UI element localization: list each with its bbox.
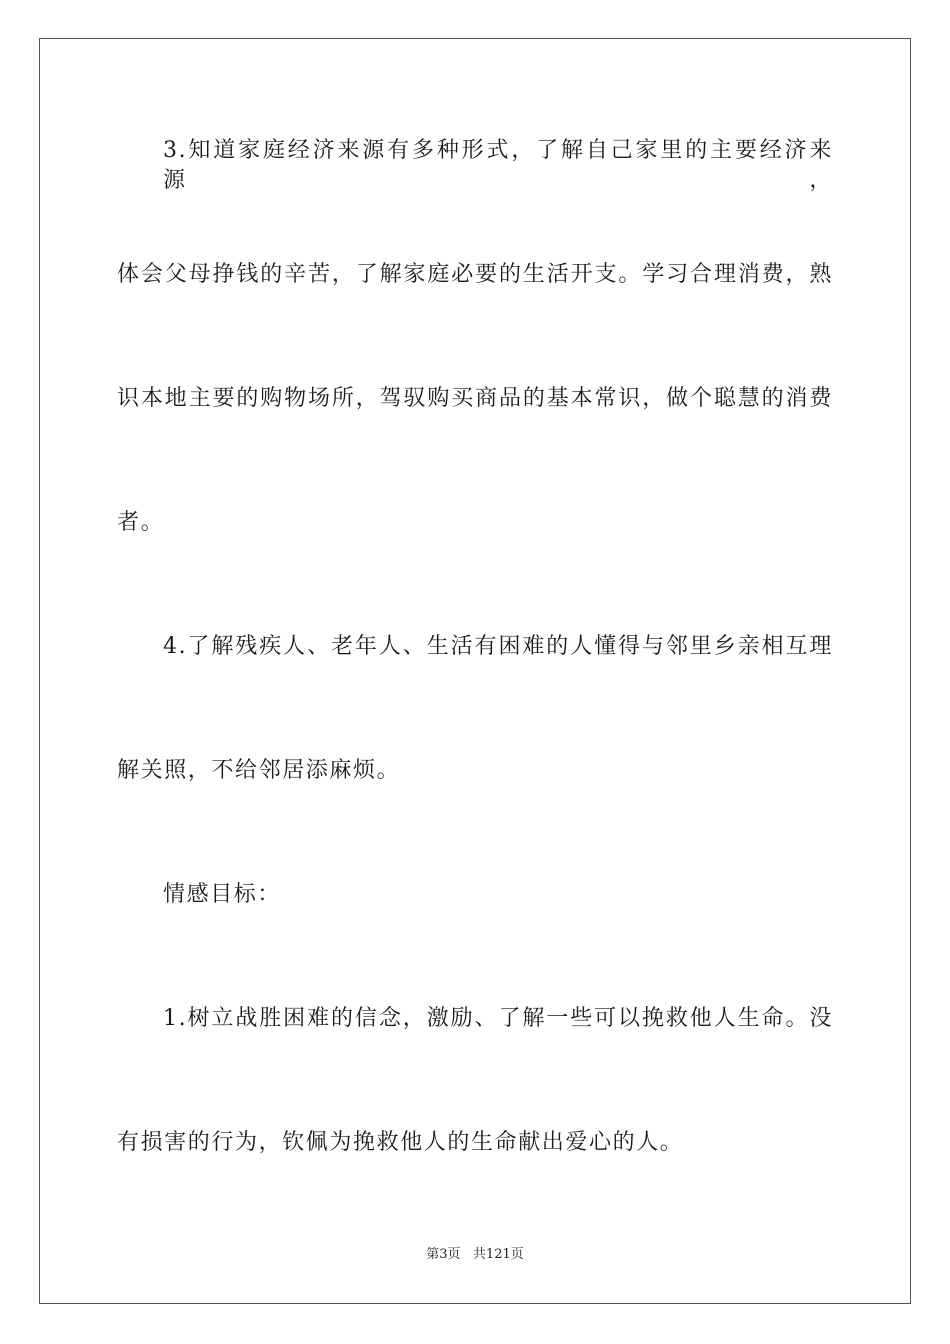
paragraph-line: 有损害的行为，钦佩为挽救他人的生命献出爱心的人。 — [117, 1130, 684, 1155]
page-border — [39, 38, 911, 1304]
paragraph-line: 体会父母挣钱的辛苦，了解家庭必要的生活开支。学习合理消费，熟 — [117, 262, 833, 287]
paragraph-line: 3.知道家庭经济来源有多种形式，了解自己家里的主要经济来源， — [163, 138, 833, 193]
paragraph-line: 者。 — [117, 510, 165, 535]
page-total: 共121页 — [472, 1247, 524, 1262]
section-heading: 情感目标： — [163, 882, 282, 907]
paragraph-line: 4.了解残疾人、老年人、生活有困难的人懂得与邻里乡亲相互理 — [163, 634, 833, 659]
paragraph-line: 1.树立战胜困难的信念，激励、了解一些可以挽救他人生命。没 — [163, 1006, 833, 1031]
paragraph-line: 识本地主要的购物场所，驾驭购买商品的基本常识，做个聪慧的消费 — [117, 386, 833, 411]
page-footer — [0, 1246, 950, 1264]
paragraph-line: 解关照，不给邻居添麻烦。 — [117, 758, 401, 783]
page-number: 第3页 — [426, 1247, 461, 1262]
